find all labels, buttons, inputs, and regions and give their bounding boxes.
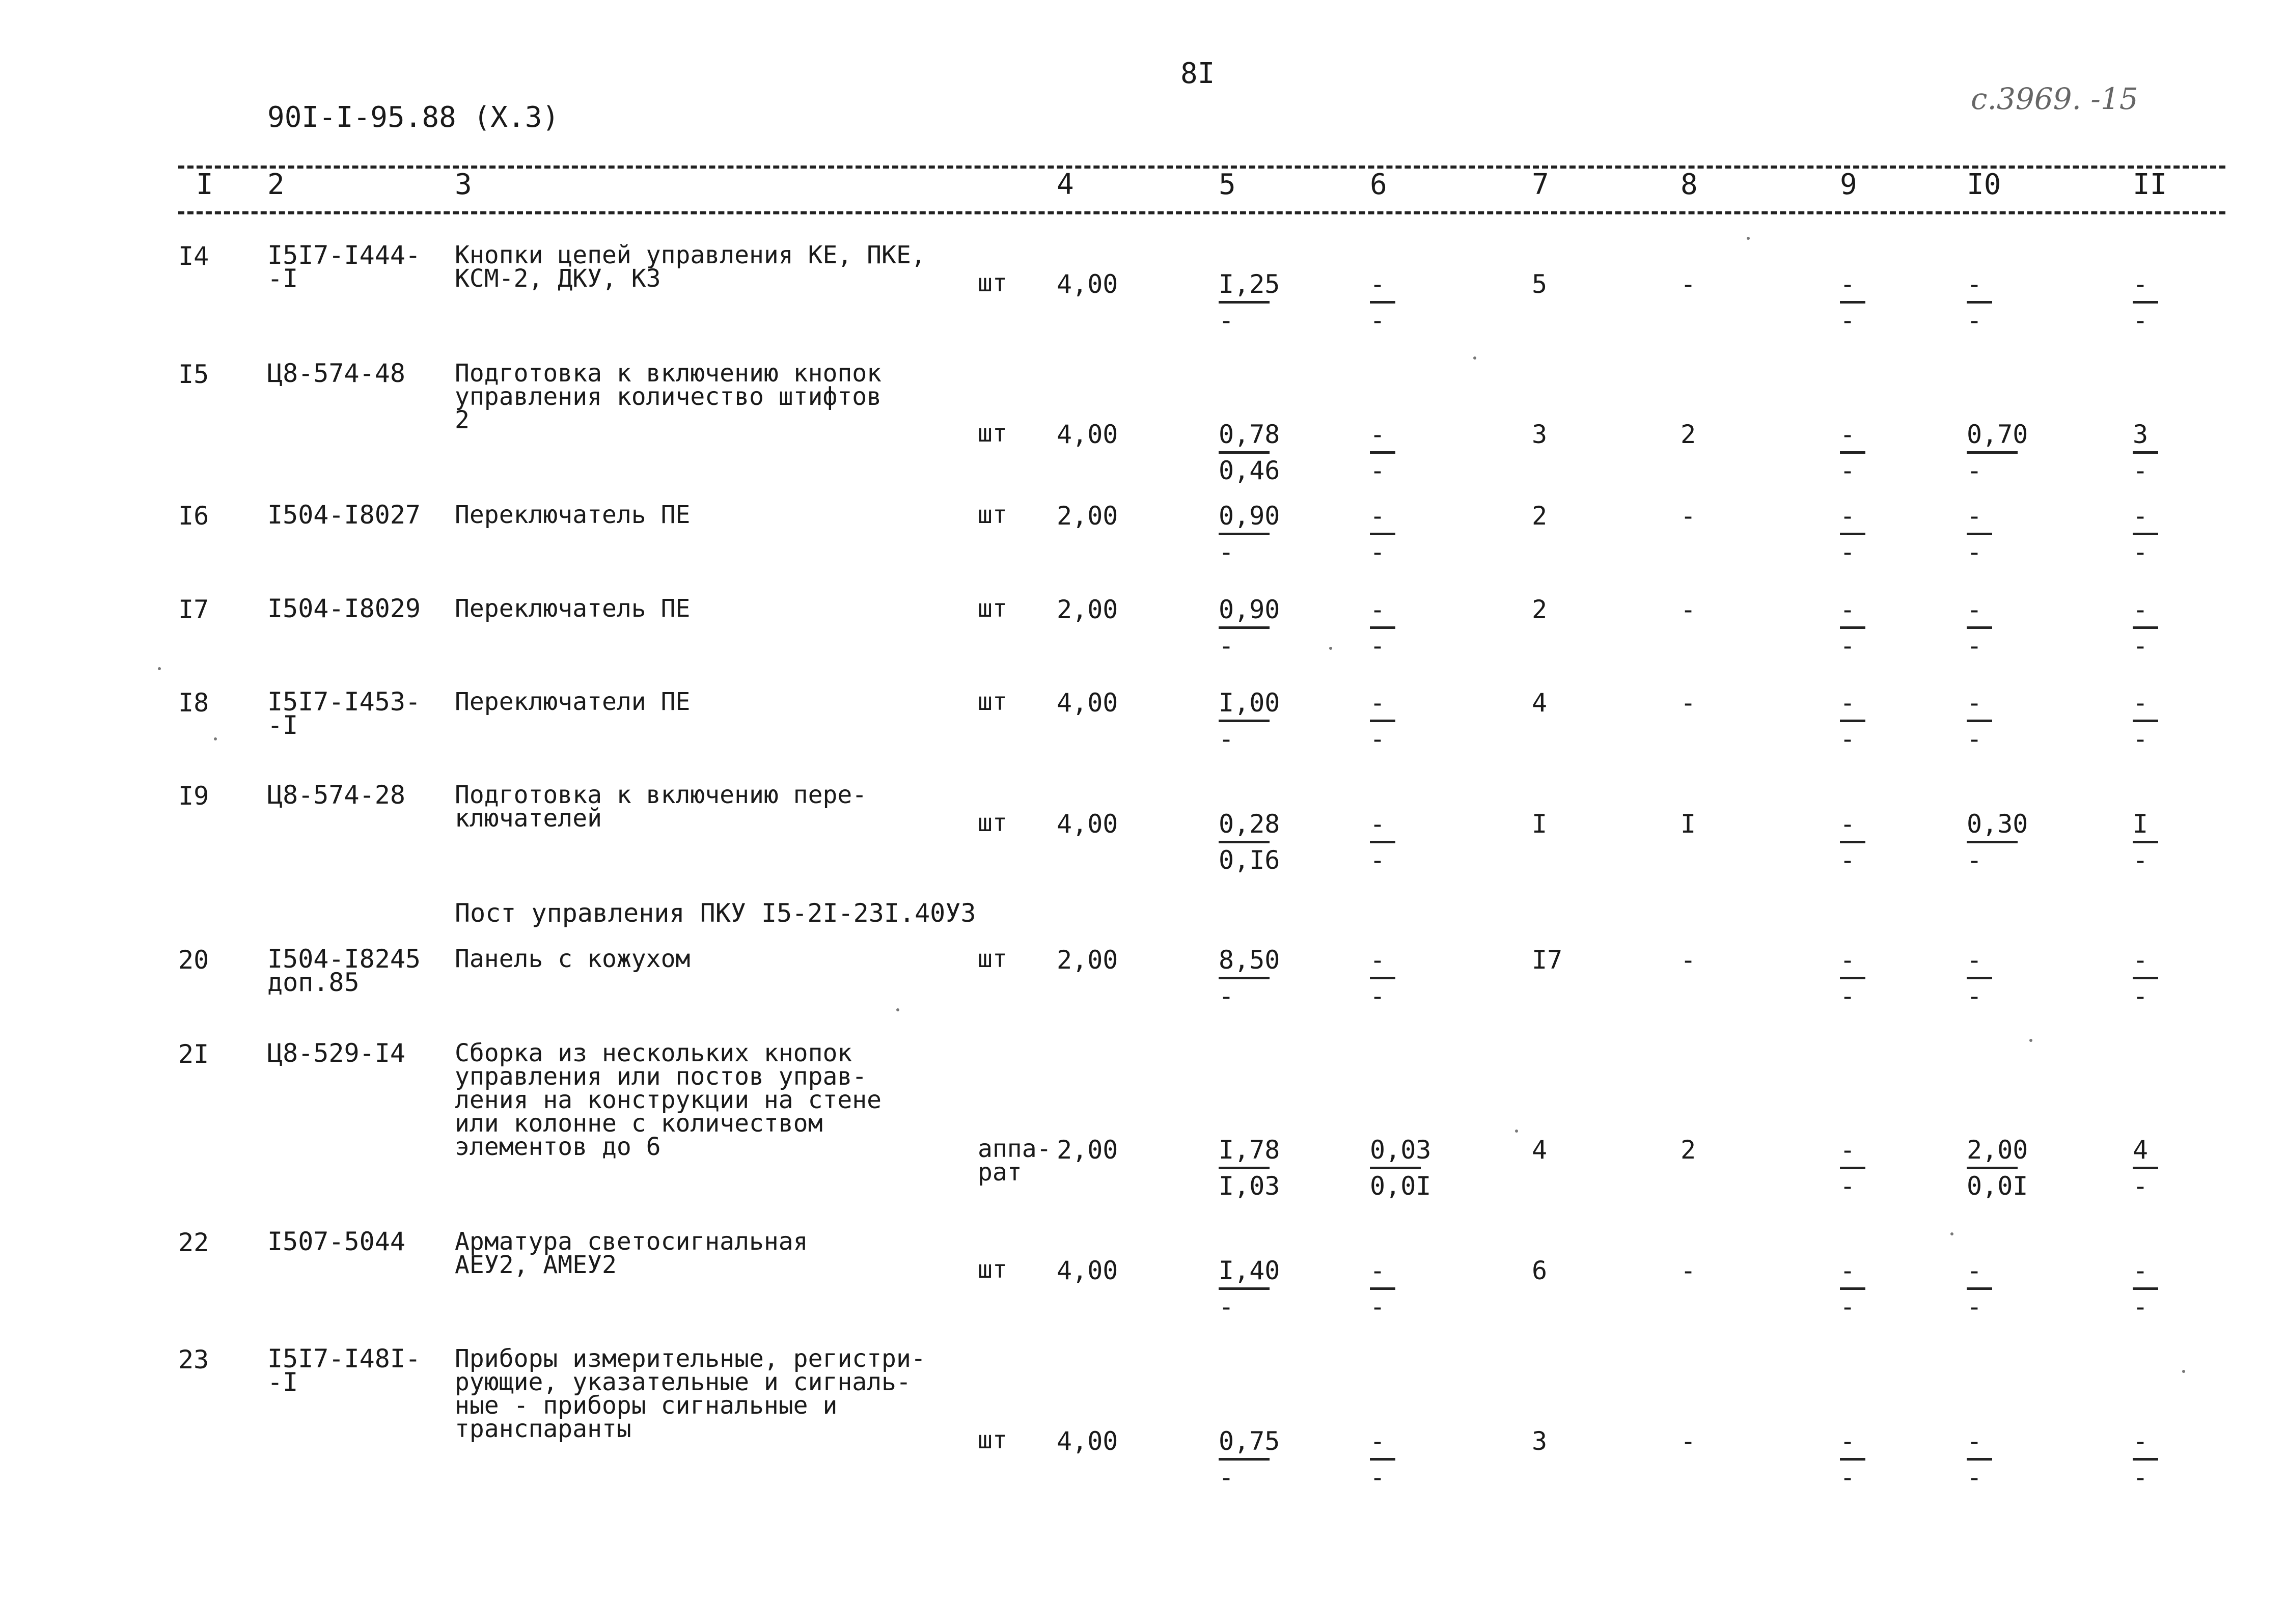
row-number: I9 bbox=[178, 781, 209, 811]
col11-value bbox=[2133, 947, 2199, 1009]
col11-value-divider bbox=[2133, 1167, 2158, 1169]
col11-value-denominator: - bbox=[2133, 981, 2149, 1011]
col6-value-divider bbox=[1370, 1167, 1421, 1169]
col5-value-numerator: 0,28 bbox=[1219, 809, 1280, 839]
item-code: I5I7-I453- -I bbox=[267, 687, 421, 740]
col9-value-denominator: - bbox=[1840, 306, 1856, 335]
col5-value-divider bbox=[1219, 451, 1270, 454]
col10-value-numerator: - bbox=[1967, 1256, 1982, 1285]
col11-value-numerator: - bbox=[2133, 688, 2149, 718]
col5-value-denominator: - bbox=[1219, 1292, 1234, 1322]
col10-value-denominator: - bbox=[1967, 456, 1982, 485]
col9-value-divider bbox=[1840, 1287, 1865, 1290]
col8-value: - bbox=[1681, 501, 1696, 531]
col7-value: 4 bbox=[1532, 688, 1548, 718]
col11-value-divider bbox=[2133, 720, 2158, 722]
col6-value-denominator: - bbox=[1370, 456, 1386, 485]
col11-value-numerator: - bbox=[2133, 1426, 2149, 1456]
col5-value-numerator: I,78 bbox=[1219, 1135, 1280, 1165]
col8-value: - bbox=[1681, 945, 1696, 975]
col11-value-numerator: I bbox=[2133, 809, 2149, 839]
col6-value-denominator: - bbox=[1370, 306, 1386, 335]
col11-value bbox=[2133, 271, 2199, 333]
col10-value bbox=[1967, 271, 2033, 333]
col11-value-numerator: - bbox=[2133, 945, 2149, 975]
col11-value-denominator: - bbox=[2133, 306, 2149, 335]
item-code: Ц8-529-I4 bbox=[267, 1038, 405, 1068]
col7-value: 2 bbox=[1532, 595, 1548, 624]
doc-code: 90I-I-95.88 (X.3) bbox=[267, 101, 560, 134]
col11-value-numerator: - bbox=[2133, 1256, 2149, 1285]
col10-value bbox=[1967, 947, 2033, 1009]
col11-value-divider bbox=[2133, 451, 2158, 454]
col11-value bbox=[2133, 811, 2199, 873]
col5-value-divider bbox=[1219, 1458, 1270, 1461]
col10-value-numerator: - bbox=[1967, 501, 1982, 531]
col11-value-divider bbox=[2133, 533, 2158, 535]
col6-value-divider bbox=[1370, 977, 1395, 979]
col9-value-numerator: - bbox=[1840, 1426, 1856, 1456]
col6-value-numerator: - bbox=[1370, 269, 1386, 299]
col10-value bbox=[1967, 1428, 2033, 1490]
col6-value-divider bbox=[1370, 1458, 1395, 1461]
row-number: 22 bbox=[178, 1228, 209, 1257]
col6-value-numerator: - bbox=[1370, 420, 1386, 449]
item-description: Кнопки цепей управления КЕ, ПКЕ, КСМ-2, ДКУ, КЗ bbox=[455, 241, 926, 293]
item-code: I5I7-I48I- -I bbox=[267, 1344, 421, 1397]
quantity: 2,00 bbox=[1057, 945, 1118, 975]
col11-value bbox=[2133, 1428, 2199, 1490]
col10-value-numerator: 0,70 bbox=[1967, 420, 2028, 449]
col10-value-divider bbox=[1967, 841, 2018, 843]
unit: шт bbox=[978, 1426, 1007, 1454]
col9-value bbox=[1840, 690, 1906, 752]
col8-value: - bbox=[1681, 269, 1696, 299]
col7-value: 2 bbox=[1532, 501, 1548, 531]
col10-value bbox=[1967, 1137, 2033, 1199]
col11-value bbox=[2133, 503, 2199, 565]
column-header-2: 2 bbox=[267, 168, 285, 201]
column-header-7: 7 bbox=[1532, 168, 1549, 201]
col11-value-denominator: - bbox=[2133, 456, 2149, 485]
item-code: I504-I8027 bbox=[267, 500, 421, 530]
col7-value: I7 bbox=[1532, 945, 1563, 975]
unit: шт bbox=[978, 501, 1007, 529]
col9-value bbox=[1840, 422, 1906, 483]
col5-value bbox=[1219, 690, 1285, 752]
col9-value bbox=[1840, 1428, 1906, 1490]
col6-value bbox=[1370, 1256, 1436, 1322]
section-title: Пост управления ПКУ I5-2I-23I.40У3 bbox=[455, 898, 976, 928]
col10-value-numerator: 0,30 bbox=[1967, 809, 2028, 839]
quantity: 4,00 bbox=[1057, 1256, 1118, 1285]
unit: шт bbox=[978, 945, 1007, 973]
item-description: Панель с кожухом bbox=[455, 945, 691, 973]
col9-value-numerator: - bbox=[1840, 809, 1856, 839]
archive-stamp: с.3969. -15 bbox=[1971, 81, 2138, 116]
col8-value: 2 bbox=[1681, 420, 1696, 449]
unit: шт bbox=[978, 594, 1007, 623]
column-header-8: 8 bbox=[1681, 168, 1698, 201]
col8-value: - bbox=[1681, 1426, 1696, 1456]
col6-value-divider bbox=[1370, 301, 1395, 304]
col6-value-denominator: - bbox=[1370, 1292, 1386, 1322]
column-header-6: 6 bbox=[1370, 168, 1387, 201]
col11-value bbox=[2133, 597, 2199, 658]
col6-value-denominator: - bbox=[1370, 724, 1386, 754]
col11-value-divider bbox=[2133, 1458, 2158, 1461]
col10-value-denominator: - bbox=[1967, 537, 1982, 567]
col11-value-divider bbox=[2133, 841, 2158, 843]
col9-value-divider bbox=[1840, 626, 1865, 629]
item-description: Арматура светосигнальная АЕУ2, АМЕУ2 bbox=[455, 1227, 808, 1279]
col5-value-divider bbox=[1219, 533, 1270, 535]
col9-value bbox=[1840, 811, 1906, 873]
col6-value-divider bbox=[1370, 451, 1395, 454]
col9-value-divider bbox=[1840, 841, 1865, 843]
col5-value-denominator: I,03 bbox=[1219, 1171, 1280, 1201]
col5-value-denominator: - bbox=[1219, 1463, 1234, 1492]
quantity: 2,00 bbox=[1057, 595, 1118, 624]
col6-value-numerator: - bbox=[1370, 1426, 1386, 1456]
col11-value-numerator: - bbox=[2133, 269, 2149, 299]
column-header-3: 3 bbox=[455, 168, 472, 201]
col6-value-denominator: - bbox=[1370, 845, 1386, 875]
col5-value-numerator: I,25 bbox=[1219, 269, 1280, 299]
col5-value bbox=[1219, 1256, 1285, 1322]
col6-value bbox=[1370, 503, 1436, 565]
col6-value bbox=[1370, 690, 1436, 752]
col11-value-divider bbox=[2133, 1287, 2158, 1290]
col9-value-numerator: - bbox=[1840, 420, 1856, 449]
col6-value bbox=[1370, 597, 1436, 658]
col6-value-divider bbox=[1370, 626, 1395, 629]
col6-value-numerator: - bbox=[1370, 809, 1386, 839]
col11-value-divider bbox=[2133, 626, 2158, 629]
item-code: I504-I8029 bbox=[267, 594, 421, 623]
col6-value-numerator: - bbox=[1370, 1256, 1386, 1285]
item-description: Приборы измерительные, регистри- рующие, указательные и сигналь- ные - приборы сигнальные и транспаранты bbox=[455, 1344, 926, 1443]
col11-value-numerator: - bbox=[2133, 501, 2149, 531]
col10-value-denominator: 0,0I bbox=[1967, 1171, 2028, 1201]
col5-value-numerator: I,40 bbox=[1219, 1256, 1280, 1285]
column-header-1: I bbox=[196, 168, 213, 201]
col6-value-numerator: - bbox=[1370, 501, 1386, 531]
col10-value bbox=[1967, 597, 2033, 658]
col9-value-divider bbox=[1840, 720, 1865, 722]
col5-value-divider bbox=[1219, 1287, 1270, 1290]
col9-value bbox=[1840, 503, 1906, 565]
col9-value bbox=[1840, 1137, 1906, 1199]
col9-value-numerator: - bbox=[1840, 595, 1856, 624]
col10-value-numerator: - bbox=[1967, 269, 1982, 299]
col6-value bbox=[1370, 947, 1436, 1009]
col5-value bbox=[1219, 271, 1285, 333]
col6-value bbox=[1370, 1428, 1436, 1490]
col5-value-denominator: - bbox=[1219, 981, 1234, 1011]
col5-value bbox=[1219, 811, 1285, 873]
col10-value-denominator: - bbox=[1967, 1292, 1982, 1322]
item-description: Переключатель ПЕ bbox=[455, 501, 691, 529]
row-number: I4 bbox=[178, 241, 209, 271]
col10-value-divider bbox=[1967, 1287, 1992, 1290]
col9-value-denominator: - bbox=[1840, 1171, 1856, 1201]
col7-value: I bbox=[1532, 809, 1548, 839]
col5-value-divider bbox=[1219, 720, 1270, 722]
quantity: 4,00 bbox=[1057, 809, 1118, 839]
quantity: 2,00 bbox=[1057, 1135, 1118, 1165]
unit: шт bbox=[978, 419, 1007, 448]
row-number: I6 bbox=[178, 501, 209, 531]
col5-value-numerator: I,00 bbox=[1219, 688, 1280, 718]
col11-value-denominator: - bbox=[2133, 1292, 2149, 1322]
col5-value bbox=[1219, 1137, 1285, 1199]
col6-value bbox=[1370, 422, 1436, 483]
column-header-5: 5 bbox=[1219, 168, 1236, 201]
col9-value-denominator: - bbox=[1840, 1292, 1856, 1322]
col11-value bbox=[2133, 690, 2199, 752]
col10-value-denominator: - bbox=[1967, 845, 1982, 875]
col6-value-divider bbox=[1370, 1287, 1395, 1290]
col7-value: 3 bbox=[1532, 420, 1548, 449]
unit: шт bbox=[978, 1255, 1007, 1284]
col8-value: - bbox=[1681, 688, 1696, 718]
col9-value-numerator: - bbox=[1840, 501, 1856, 531]
col5-value bbox=[1219, 503, 1285, 565]
col5-value-denominator: - bbox=[1219, 724, 1234, 754]
col9-value-divider bbox=[1840, 1458, 1865, 1461]
col11-value bbox=[2133, 1137, 2199, 1199]
item-description: Сборка из нескольких кнопок управления или постов управ- ления на конструкции на стене или колонне с количеством элементов до 6 bbox=[455, 1039, 882, 1161]
quantity: 4,00 bbox=[1057, 688, 1118, 718]
col6-value bbox=[1370, 811, 1436, 873]
col11-value-denominator: - bbox=[2133, 724, 2149, 754]
col5-value-denominator: - bbox=[1219, 631, 1234, 660]
col5-value-divider bbox=[1219, 1167, 1270, 1169]
col10-value bbox=[1967, 422, 2033, 483]
column-header-11: II bbox=[2133, 168, 2167, 201]
col9-value-numerator: - bbox=[1840, 1256, 1856, 1285]
col5-value-denominator: 0,I6 bbox=[1219, 845, 1280, 875]
col5-value-denominator: 0,46 bbox=[1219, 456, 1280, 485]
col11-value-divider bbox=[2133, 977, 2158, 979]
col9-value-divider bbox=[1840, 977, 1865, 979]
col10-value-numerator: - bbox=[1967, 688, 1982, 718]
col5-value-numerator: 8,50 bbox=[1219, 945, 1280, 975]
col10-value-denominator: - bbox=[1967, 724, 1982, 754]
col10-value-numerator: 2,00 bbox=[1967, 1135, 2028, 1165]
col6-value bbox=[1370, 1137, 1436, 1199]
unit: шт bbox=[978, 687, 1007, 716]
col10-value bbox=[1967, 1256, 2033, 1322]
col10-value-numerator: - bbox=[1967, 945, 1982, 975]
item-description: Переключатели ПЕ bbox=[455, 687, 691, 716]
col9-value-denominator: - bbox=[1840, 1463, 1856, 1492]
col9-value-divider bbox=[1840, 1167, 1865, 1169]
col5-value bbox=[1219, 597, 1285, 658]
col9-value bbox=[1840, 947, 1906, 1009]
col11-value bbox=[2133, 422, 2199, 483]
col9-value-numerator: - bbox=[1840, 688, 1856, 718]
col10-value bbox=[1967, 811, 2033, 873]
col11-value-denominator: - bbox=[2133, 1171, 2149, 1201]
row-number: 23 bbox=[178, 1345, 209, 1374]
row-number: I5 bbox=[178, 360, 209, 389]
item-description: Подготовка к включению пере- ключателей bbox=[455, 781, 867, 833]
col9-value bbox=[1840, 1256, 1906, 1322]
unit: аппа- рат bbox=[978, 1135, 1052, 1187]
quantity: 4,00 bbox=[1057, 1426, 1118, 1456]
col10-value-divider bbox=[1967, 451, 2018, 454]
col6-value-numerator: - bbox=[1370, 595, 1386, 624]
unit: шт bbox=[978, 269, 1007, 297]
row-number: I8 bbox=[178, 688, 209, 718]
col9-value-denominator: - bbox=[1840, 456, 1856, 485]
col11-value-numerator: 3 bbox=[2133, 420, 2149, 449]
col6-value-denominator: 0,0I bbox=[1370, 1171, 1431, 1201]
col5-value bbox=[1219, 1428, 1285, 1490]
col10-value-divider bbox=[1967, 626, 1992, 629]
col10-value bbox=[1967, 690, 2033, 752]
col5-value-denominator: - bbox=[1219, 306, 1234, 335]
column-header-10: I0 bbox=[1967, 168, 2001, 201]
item-code: Ц8-574-28 bbox=[267, 780, 405, 810]
col10-value-divider bbox=[1967, 720, 1992, 722]
col11-value bbox=[2133, 1256, 2199, 1322]
page-number: 8I bbox=[1180, 57, 1215, 90]
col10-value-denominator: - bbox=[1967, 1463, 1982, 1492]
col9-value-numerator: - bbox=[1840, 1135, 1856, 1165]
col7-value: 6 bbox=[1532, 1256, 1548, 1285]
col8-value: - bbox=[1681, 1256, 1696, 1285]
col9-value-divider bbox=[1840, 451, 1865, 454]
col9-value-numerator: - bbox=[1840, 269, 1856, 299]
col8-value: I bbox=[1681, 809, 1696, 839]
col10-value-divider bbox=[1967, 1167, 2018, 1169]
header-bottom-rule bbox=[178, 211, 2225, 214]
col5-value-divider bbox=[1219, 626, 1270, 629]
unit: шт bbox=[978, 809, 1007, 837]
col8-value: 2 bbox=[1681, 1135, 1696, 1165]
quantity: 4,00 bbox=[1057, 420, 1118, 449]
col9-value-numerator: - bbox=[1840, 945, 1856, 975]
col11-value-numerator: - bbox=[2133, 595, 2149, 624]
col10-value-denominator: - bbox=[1967, 631, 1982, 660]
col5-value-divider bbox=[1219, 841, 1270, 843]
row-number: 2I bbox=[178, 1039, 209, 1069]
item-code: Ц8-574-48 bbox=[267, 359, 405, 388]
column-header-9: 9 bbox=[1840, 168, 1857, 201]
col11-value-denominator: - bbox=[2133, 537, 2149, 567]
item-code: I507-5044 bbox=[267, 1227, 405, 1256]
col10-value-denominator: - bbox=[1967, 306, 1982, 335]
col5-value-divider bbox=[1219, 977, 1270, 979]
col7-value: 3 bbox=[1532, 1426, 1548, 1456]
col11-value-divider bbox=[2133, 301, 2158, 304]
col6-value-divider bbox=[1370, 720, 1395, 722]
col6-value-denominator: - bbox=[1370, 631, 1386, 660]
col9-value-denominator: - bbox=[1840, 724, 1856, 754]
col9-value bbox=[1840, 271, 1906, 333]
col6-value-denominator: - bbox=[1370, 537, 1386, 567]
col10-value-divider bbox=[1967, 977, 1992, 979]
item-description: Подготовка к включению кнопок управления количество штифтов 2 bbox=[455, 359, 882, 434]
col6-value-divider bbox=[1370, 533, 1395, 535]
col6-value-denominator: - bbox=[1370, 1463, 1386, 1492]
col5-value-divider bbox=[1219, 301, 1270, 304]
col9-value-denominator: - bbox=[1840, 631, 1856, 660]
col6-value-numerator: - bbox=[1370, 688, 1386, 718]
col10-value-divider bbox=[1967, 533, 1992, 535]
col10-value-divider bbox=[1967, 1458, 1992, 1461]
col7-value: 5 bbox=[1532, 269, 1548, 299]
col6-value-numerator: - bbox=[1370, 945, 1386, 975]
col7-value: 4 bbox=[1532, 1135, 1548, 1165]
col5-value-numerator: 0,75 bbox=[1219, 1426, 1280, 1456]
col10-value-numerator: - bbox=[1967, 595, 1982, 624]
col10-value bbox=[1967, 503, 2033, 565]
col9-value bbox=[1840, 597, 1906, 658]
item-code: I5I7-I444- -I bbox=[267, 240, 421, 293]
col10-value-numerator: - bbox=[1967, 1426, 1982, 1456]
col11-value-denominator: - bbox=[2133, 631, 2149, 660]
col11-value-denominator: - bbox=[2133, 1463, 2149, 1492]
quantity: 2,00 bbox=[1057, 501, 1118, 531]
quantity: 4,00 bbox=[1057, 269, 1118, 299]
col11-value-denominator: - bbox=[2133, 845, 2149, 875]
col8-value: - bbox=[1681, 595, 1696, 624]
col5-value-denominator: - bbox=[1219, 537, 1234, 567]
col5-value bbox=[1219, 947, 1285, 1009]
item-description: Переключатель ПЕ bbox=[455, 594, 691, 623]
col5-value-numerator: 0,78 bbox=[1219, 420, 1280, 449]
row-number: I7 bbox=[178, 595, 209, 624]
col9-value-divider bbox=[1840, 301, 1865, 304]
col6-value-denominator: - bbox=[1370, 981, 1386, 1011]
col11-value-numerator: 4 bbox=[2133, 1135, 2149, 1165]
col5-value-numerator: 0,90 bbox=[1219, 501, 1280, 531]
column-header-4: 4 bbox=[1057, 168, 1074, 201]
col10-value-divider bbox=[1967, 301, 1992, 304]
col6-value-divider bbox=[1370, 841, 1395, 843]
col9-value-divider bbox=[1840, 533, 1865, 535]
header-top-rule bbox=[178, 166, 2225, 169]
col6-value bbox=[1370, 271, 1436, 333]
col9-value-denominator: - bbox=[1840, 981, 1856, 1011]
col9-value-denominator: - bbox=[1840, 845, 1856, 875]
row-number: 20 bbox=[178, 945, 209, 975]
col10-value-denominator: - bbox=[1967, 981, 1982, 1011]
col5-value-numerator: 0,90 bbox=[1219, 595, 1280, 624]
col9-value-denominator: - bbox=[1840, 537, 1856, 567]
col6-value-numerator: 0,03 bbox=[1370, 1135, 1431, 1165]
item-code: I504-I8245 доп.85 bbox=[267, 944, 421, 997]
col5-value bbox=[1219, 422, 1285, 483]
